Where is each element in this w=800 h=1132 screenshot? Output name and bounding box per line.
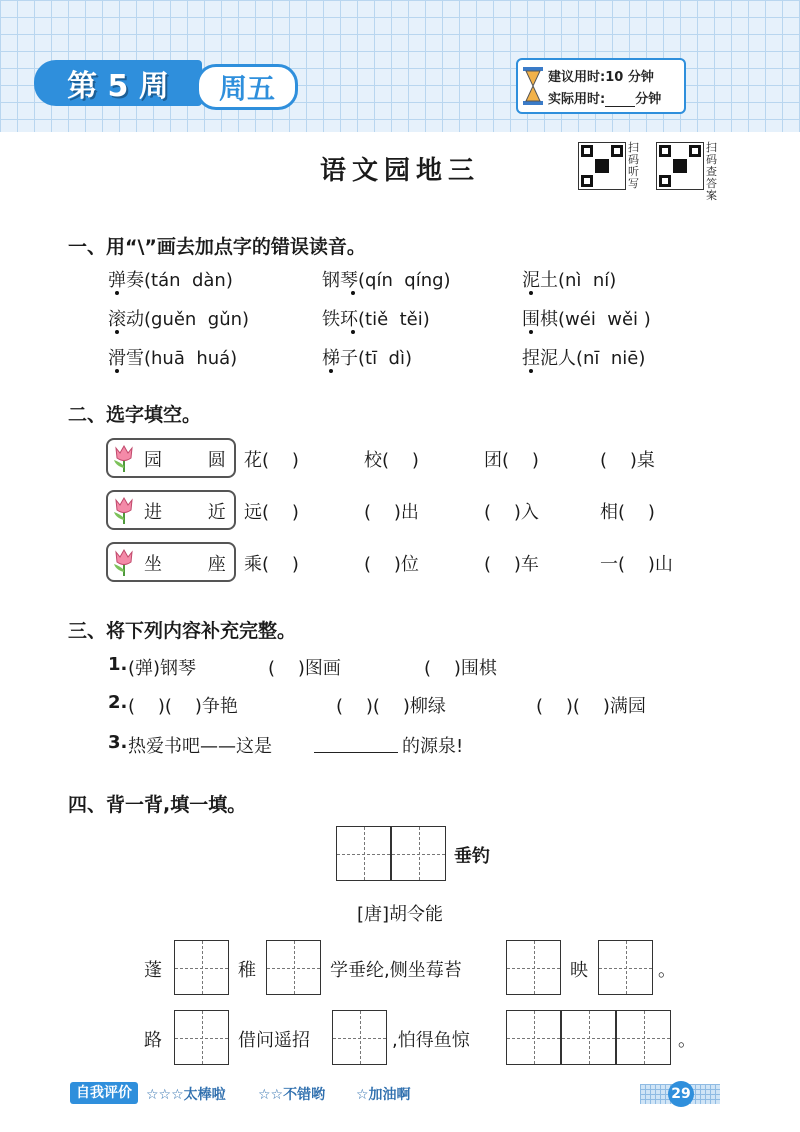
writing-box[interactable] (598, 940, 653, 995)
fill-blank[interactable]: 远( ) (244, 502, 299, 523)
fill-blank[interactable]: 团( ) (484, 450, 539, 471)
self-evaluation-badge: 自我评价 (70, 1082, 138, 1104)
tulip-icon (110, 548, 138, 578)
writing-box[interactable] (561, 1010, 616, 1065)
actual-time-unit: 分钟 (635, 92, 662, 107)
pinyin-item (522, 344, 645, 370)
day-label: 周五 (196, 64, 298, 110)
pinyin-options[interactable]: (huā huá) (144, 348, 238, 369)
writing-box[interactable] (391, 826, 446, 881)
writing-box[interactable] (174, 940, 229, 995)
poem-text: 借问遥招 (238, 1030, 310, 1051)
suggested-time: 建议用时:10 分钟 (548, 70, 654, 85)
word-with-dot: 梯子 (322, 348, 358, 369)
actual-time (548, 88, 661, 107)
poem-char: 蓬 (144, 960, 162, 981)
actual-time-label: 实际用时: (548, 92, 606, 107)
sentence-start: 热爱书吧——这是 (128, 736, 272, 757)
word-with-dot: 捏泥人 (522, 348, 576, 369)
writing-box[interactable] (506, 1010, 561, 1065)
fill-blank[interactable]: ( )围棋 (424, 658, 497, 679)
qr-caption-answers: 扫码查答案 (706, 141, 717, 202)
choice-box-3 (106, 542, 246, 582)
fill-blank[interactable]: 乘( ) (244, 554, 299, 575)
writing-box[interactable] (616, 1010, 671, 1065)
pinyin-options[interactable]: (qín qíng) (358, 270, 451, 291)
poem-char: 路 (144, 1030, 162, 1051)
pinyin-options[interactable]: (guěn gǔn) (144, 309, 250, 330)
emphasis-dot (351, 330, 355, 334)
tulip-icon (110, 444, 138, 474)
writing-box[interactable] (336, 826, 391, 881)
fill-blank[interactable]: 一( )山 (600, 554, 673, 575)
eval-good[interactable]: ☆☆不错哟 (258, 1087, 326, 1103)
fill-blank[interactable]: ( )( )柳绿 (336, 696, 446, 717)
word-with-dot: 泥土 (522, 270, 558, 291)
word-with-dot: 滑雪 (108, 348, 144, 369)
item-number: 2. (108, 692, 128, 713)
poem-punct: 。 (658, 960, 676, 981)
qr-code-answers[interactable] (656, 142, 704, 190)
timer-box (516, 58, 686, 114)
choice-box-2 (106, 490, 246, 530)
writing-box[interactable] (266, 940, 321, 995)
emphasis-dot (115, 330, 119, 334)
section4-title: 四、背一背,填一填。 (68, 794, 247, 816)
page-number: 29 (668, 1081, 694, 1107)
choice-characters: 园 圆 (144, 450, 246, 471)
emphasis-dot (529, 330, 533, 334)
week-label: 第 5 周 (34, 60, 202, 106)
section2-title: 二、选字填空。 (68, 404, 202, 426)
fill-blank[interactable]: ( )出 (364, 502, 419, 523)
emphasis-dot (115, 369, 119, 373)
sentence-end: 的源泉! (402, 736, 464, 757)
fill-blank[interactable]: ( )车 (484, 554, 539, 575)
pinyin-item (108, 305, 249, 331)
pinyin-options[interactable]: (wéi wěi ) (558, 309, 651, 330)
page-title: 语文园地三 (319, 156, 480, 186)
fill-blank[interactable]: ( )入 (484, 502, 539, 523)
fill-blank[interactable]: ( )( )满园 (536, 696, 646, 717)
poem-char: 映 (570, 960, 588, 981)
writing-box[interactable] (174, 1010, 229, 1065)
eval-keep-going[interactable]: ☆加油啊 (356, 1087, 411, 1103)
poem-punct: 。 (678, 1030, 696, 1051)
pinyin-options[interactable]: (nì ní) (558, 270, 617, 291)
qr-code-dictation[interactable] (578, 142, 626, 190)
pinyin-options[interactable]: (tī dì) (358, 348, 412, 369)
pinyin-item (322, 266, 451, 292)
hourglass-icon (522, 66, 544, 106)
poem-title: 垂钓 (454, 846, 490, 867)
choice-characters: 进 近 (144, 502, 246, 523)
section1-title: 一、用“\”画去加点字的错误读音。 (68, 236, 366, 258)
poem-text: 学垂纶,侧坐莓苔 (330, 960, 462, 981)
word-with-dot: 围棋 (522, 309, 558, 330)
fill-blank[interactable]: 相( ) (600, 502, 655, 523)
fill-blank[interactable]: 花( ) (244, 450, 299, 471)
tulip-icon (110, 496, 138, 526)
pinyin-item (322, 305, 430, 331)
actual-time-blank[interactable] (605, 94, 635, 107)
qr-caption-dictation: 扫码听写 (628, 141, 639, 190)
emphasis-dot (529, 369, 533, 373)
fill-blank[interactable]: ( )位 (364, 554, 419, 575)
poem-author: [唐]胡令能 (356, 904, 444, 925)
word-with-dot: 钢琴 (322, 270, 358, 291)
item-number: 1. (108, 654, 128, 675)
fill-blank[interactable]: ( )图画 (268, 658, 341, 679)
emphasis-dot (351, 291, 355, 295)
choice-characters: 坐 座 (144, 554, 246, 575)
answer-line[interactable] (314, 752, 398, 753)
word-with-dot: 弹奏 (108, 270, 144, 291)
choice-box-1 (106, 438, 246, 478)
pinyin-options[interactable]: (nī niē) (576, 348, 646, 369)
pinyin-options[interactable]: (tán dàn) (144, 270, 233, 291)
pinyin-item (522, 266, 616, 292)
emphasis-dot (115, 291, 119, 295)
poem-text: ,怕得鱼惊 (392, 1030, 470, 1051)
fill-blank[interactable]: (弹)钢琴 (128, 658, 197, 679)
writing-box[interactable] (332, 1010, 387, 1065)
writing-box[interactable] (506, 940, 561, 995)
item-number: 3. (108, 732, 128, 753)
pinyin-item (108, 344, 237, 370)
word-with-dot: 铁环 (322, 309, 358, 330)
fill-blank[interactable]: ( )( )争艳 (128, 696, 238, 717)
fill-blank[interactable]: ( )桌 (600, 450, 655, 471)
emphasis-dot (329, 369, 333, 373)
pinyin-item (522, 305, 651, 331)
emphasis-dot (529, 291, 533, 295)
pinyin-options[interactable]: (tiě těi) (358, 309, 430, 330)
pinyin-item (322, 344, 412, 370)
word-with-dot: 滚动 (108, 309, 144, 330)
pinyin-item (108, 266, 233, 292)
fill-blank[interactable]: 校( ) (364, 450, 419, 471)
eval-excellent[interactable]: ☆☆☆太棒啦 (146, 1087, 226, 1103)
section3-title: 三、将下列内容补充完整。 (68, 620, 297, 642)
poem-char: 稚 (238, 960, 256, 981)
